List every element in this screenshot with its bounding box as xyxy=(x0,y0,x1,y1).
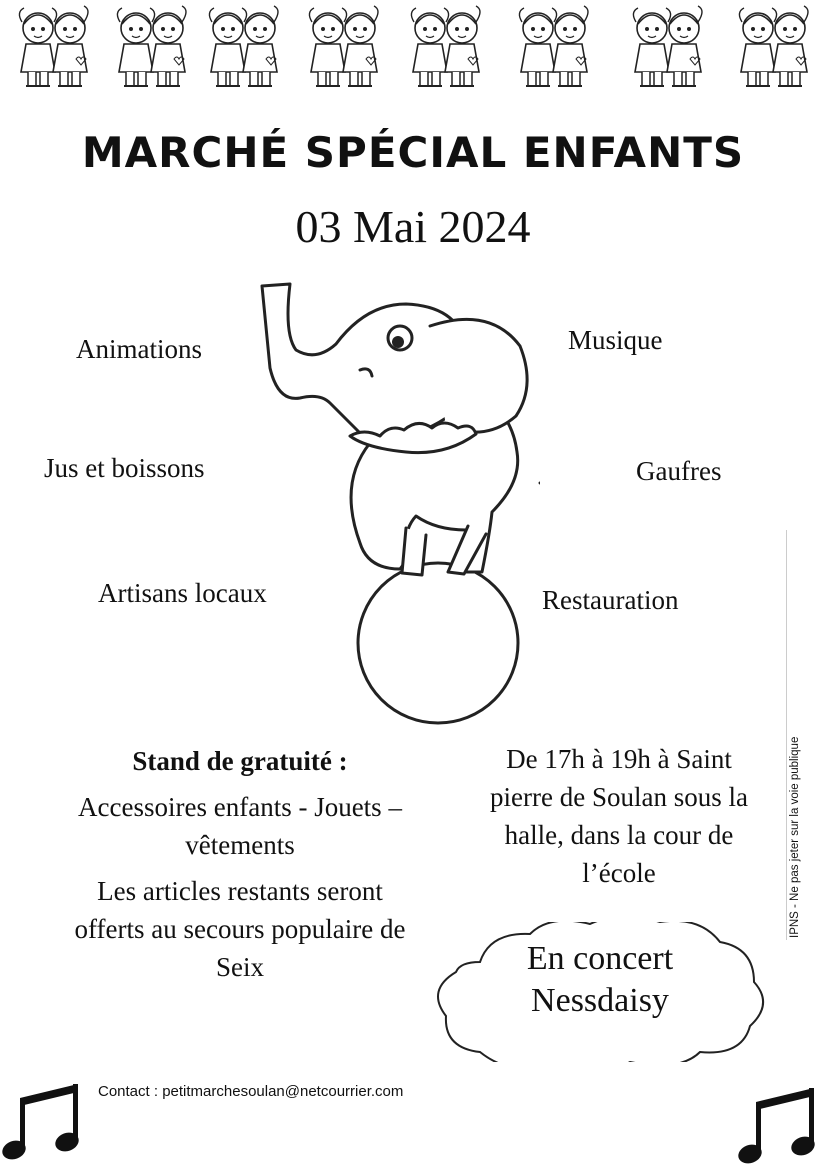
stand-items-line2: vêtements xyxy=(185,830,295,860)
elephant-icon xyxy=(240,258,540,728)
side-note: IPNS - Ne pas jeter sur la voie publique xyxy=(789,736,801,938)
venue-line3: halle, dans la cour de xyxy=(504,820,734,850)
concert-line2: Nessdaisy xyxy=(531,982,669,1019)
stand-note-line3: Seix xyxy=(215,952,264,982)
activity-drinks: Jus et boissons xyxy=(44,453,205,483)
header-kids-border xyxy=(0,0,826,100)
activity-artisans: Artisans locaux xyxy=(98,578,267,608)
page-title: MARCHÉ SPÉCIAL ENFANTS xyxy=(81,128,745,177)
venue-section xyxy=(452,740,786,892)
stand-items-line1: Accessoires enfants - Jouets – xyxy=(78,792,402,822)
concert-line1: En concert xyxy=(526,940,674,977)
stand-note-line1: Les articles restants seront xyxy=(97,876,383,906)
event-date: 03 Mai 2024 xyxy=(295,201,531,252)
concert-text xyxy=(440,938,760,1022)
contact-line: Contact : petitmarchesoulan@netcourrier.com xyxy=(98,1083,404,1100)
music-note-icon xyxy=(738,1082,820,1172)
activity-animations: Animations xyxy=(76,334,202,364)
activity-waffles: Gaufres xyxy=(636,456,722,486)
stand-heading: Stand de gratuité : xyxy=(132,746,348,776)
stand-section xyxy=(20,742,460,986)
activity-food: Restauration xyxy=(542,585,679,615)
venue-line4: l’école xyxy=(582,858,656,888)
venue-line2: pierre de Soulan sous la xyxy=(490,782,748,812)
activity-music: Musique xyxy=(568,325,663,355)
music-note-icon xyxy=(2,1078,84,1168)
venue-line1: De 17h à 19h à Saint xyxy=(506,744,732,774)
stand-note-line2: offerts au secours populaire de xyxy=(74,914,406,944)
side-note-box xyxy=(786,530,809,940)
